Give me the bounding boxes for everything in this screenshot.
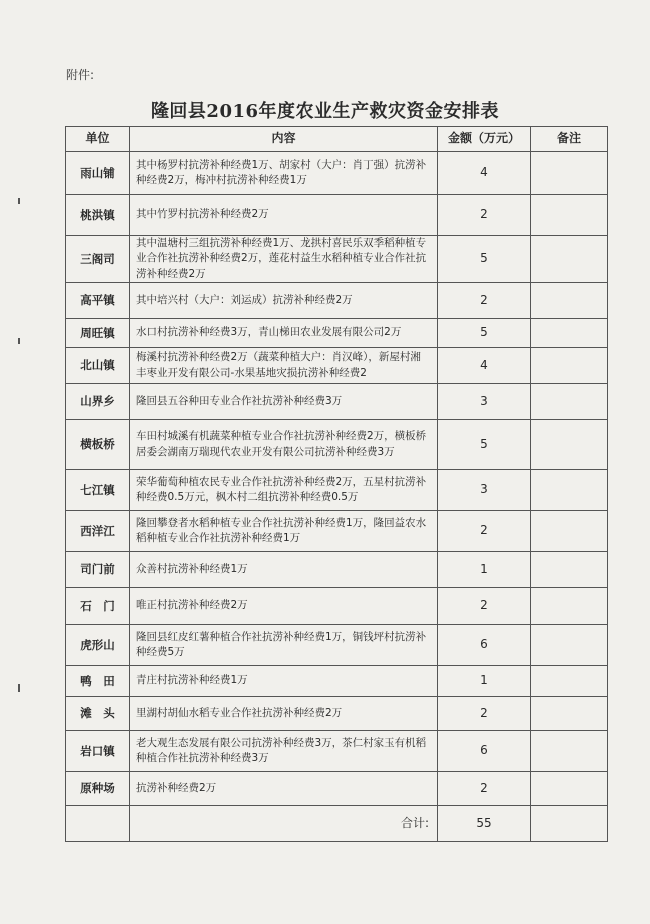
unit-cell: 横板桥 bbox=[66, 420, 130, 470]
note-cell bbox=[531, 348, 608, 384]
unit-cell: 北山镇 bbox=[66, 348, 130, 384]
amount-cell: 2 bbox=[438, 772, 531, 806]
total-note-cell bbox=[531, 806, 608, 842]
table-row bbox=[66, 666, 608, 697]
total-amount: 55 bbox=[438, 806, 531, 842]
header-note: 备注 bbox=[531, 127, 608, 152]
note-cell bbox=[531, 236, 608, 283]
unit-cell: 周旺镇 bbox=[66, 319, 130, 348]
amount-cell: 3 bbox=[438, 470, 531, 511]
attachment-label: 附件: bbox=[66, 68, 95, 82]
table-row bbox=[66, 697, 608, 731]
unit-cell: 石 门 bbox=[66, 588, 130, 625]
note-cell bbox=[531, 625, 608, 666]
amount-cell: 5 bbox=[438, 236, 531, 283]
table-row bbox=[66, 625, 608, 666]
unit-cell: 滩 头 bbox=[66, 697, 130, 731]
amount-cell: 4 bbox=[438, 348, 531, 384]
content-cell: 隆回县红皮红薯种植合作社抗涝补种经费1万，铜钱坪村抗涝补种经费5万 bbox=[130, 625, 438, 666]
scan-mark bbox=[18, 198, 20, 204]
amount-cell: 2 bbox=[438, 195, 531, 236]
content-cell: 其中温塘村三组抗涝补种经费1万、龙拱村喜民乐双季稻种植专业合作社抗涝补种经费2万，莲花村益生水稻种植专业合作社抗涝补种经费2万 bbox=[130, 236, 438, 283]
note-cell bbox=[531, 552, 608, 588]
table-row bbox=[66, 470, 608, 511]
note-cell bbox=[531, 731, 608, 772]
table-row bbox=[66, 283, 608, 319]
table-row bbox=[66, 511, 608, 552]
amount-cell: 4 bbox=[438, 152, 531, 195]
table-row bbox=[66, 152, 608, 195]
header-unit: 单位 bbox=[66, 127, 130, 152]
unit-cell: 山界乡 bbox=[66, 384, 130, 420]
table-row bbox=[66, 552, 608, 588]
note-cell bbox=[531, 666, 608, 697]
unit-cell: 司门前 bbox=[66, 552, 130, 588]
total-unit-cell bbox=[66, 806, 130, 842]
amount-cell: 5 bbox=[438, 319, 531, 348]
amount-cell: 1 bbox=[438, 666, 531, 697]
content-cell: 其中杨罗村抗涝补种经费1万、胡家村（大户：肖丁强）抗涝补种经费2万，梅冲村抗涝补种经费1万 bbox=[130, 152, 438, 195]
table-row bbox=[66, 384, 608, 420]
amount-cell: 1 bbox=[438, 552, 531, 588]
table-row bbox=[66, 195, 608, 236]
table-row bbox=[66, 236, 608, 283]
note-cell bbox=[531, 384, 608, 420]
content-cell: 众善村抗涝补种经费1万 bbox=[130, 552, 438, 588]
note-cell bbox=[531, 470, 608, 511]
unit-cell: 雨山铺 bbox=[66, 152, 130, 195]
table-row bbox=[66, 319, 608, 348]
unit-cell: 鸭 田 bbox=[66, 666, 130, 697]
content-cell: 梅溪村抗涝补种经费2万（蔬菜种植大户：肖汉峰），新屋村湘丰枣业开发有限公司-水果基地灾损抗涝补种经费2 bbox=[130, 348, 438, 384]
content-cell: 里湖村胡仙水稻专业合作社抗涝补种经费2万 bbox=[130, 697, 438, 731]
note-cell bbox=[531, 319, 608, 348]
content-cell: 荣华葡萄种植农民专业合作社抗涝补种经费2万，五星村抗涝补种经费0.5万元，枫木村二组抗涝补种经费0.5万 bbox=[130, 470, 438, 511]
total-label: 合计: bbox=[130, 806, 438, 842]
page-title: 隆回县2016年度农业生产救灾资金安排表 bbox=[150, 101, 500, 122]
unit-cell: 西洋江 bbox=[66, 511, 130, 552]
amount-cell: 2 bbox=[438, 283, 531, 319]
content-cell: 水口村抗涝补种经费3万，青山梯田农业发展有限公司2万 bbox=[130, 319, 438, 348]
note-cell bbox=[531, 697, 608, 731]
unit-cell: 桃洪镇 bbox=[66, 195, 130, 236]
unit-cell: 七江镇 bbox=[66, 470, 130, 511]
content-cell: 唯正村抗涝补种经费2万 bbox=[130, 588, 438, 625]
table-row bbox=[66, 772, 608, 806]
content-cell: 车田村城溪有机蔬菜种植专业合作社抗涝补种经费2万，横板桥居委会湖南万瑞现代农业开发有限公司抗涝补种经费3万 bbox=[130, 420, 438, 470]
table-row bbox=[66, 420, 608, 470]
content-cell: 隆回县五谷种田专业合作社抗涝补种经费3万 bbox=[130, 384, 438, 420]
content-cell: 老大观生态发展有限公司抗涝补种经费3万，茶仁村家玉有机稻种植合作社抗涝补种经费3万 bbox=[130, 731, 438, 772]
amount-cell: 2 bbox=[438, 511, 531, 552]
content-cell: 其中培兴村（大户：刘运成）抗涝补种经费2万 bbox=[130, 283, 438, 319]
note-cell bbox=[531, 772, 608, 806]
table-header-row bbox=[66, 127, 608, 152]
amount-cell: 2 bbox=[438, 697, 531, 731]
note-cell bbox=[531, 588, 608, 625]
unit-cell: 原种场 bbox=[66, 772, 130, 806]
scan-mark bbox=[18, 338, 20, 344]
note-cell bbox=[531, 195, 608, 236]
unit-cell: 岩口镇 bbox=[66, 731, 130, 772]
table-row bbox=[66, 348, 608, 384]
note-cell bbox=[531, 511, 608, 552]
unit-cell: 高平镇 bbox=[66, 283, 130, 319]
note-cell bbox=[531, 283, 608, 319]
amount-cell: 3 bbox=[438, 384, 531, 420]
unit-cell: 虎形山 bbox=[66, 625, 130, 666]
content-cell: 隆回攀登者水稻种植专业合作社抗涝补种经费1万，隆回益农水稻种植专业合作社抗涝补种经费1万 bbox=[130, 511, 438, 552]
amount-cell: 6 bbox=[438, 625, 531, 666]
funding-table bbox=[65, 126, 608, 842]
content-cell: 其中竹罗村抗涝补种经费2万 bbox=[130, 195, 438, 236]
table-row bbox=[66, 588, 608, 625]
note-cell bbox=[531, 420, 608, 470]
amount-cell: 5 bbox=[438, 420, 531, 470]
unit-cell: 三阁司 bbox=[66, 236, 130, 283]
scan-mark bbox=[18, 684, 20, 692]
note-cell bbox=[531, 152, 608, 195]
content-cell: 青庄村抗涝补种经费1万 bbox=[130, 666, 438, 697]
header-amount: 金额（万元） bbox=[438, 127, 531, 152]
table-row bbox=[66, 731, 608, 772]
content-cell: 抗涝补种经费2万 bbox=[130, 772, 438, 806]
total-row bbox=[66, 806, 608, 842]
header-content: 内容 bbox=[130, 127, 438, 152]
amount-cell: 6 bbox=[438, 731, 531, 772]
amount-cell: 2 bbox=[438, 588, 531, 625]
